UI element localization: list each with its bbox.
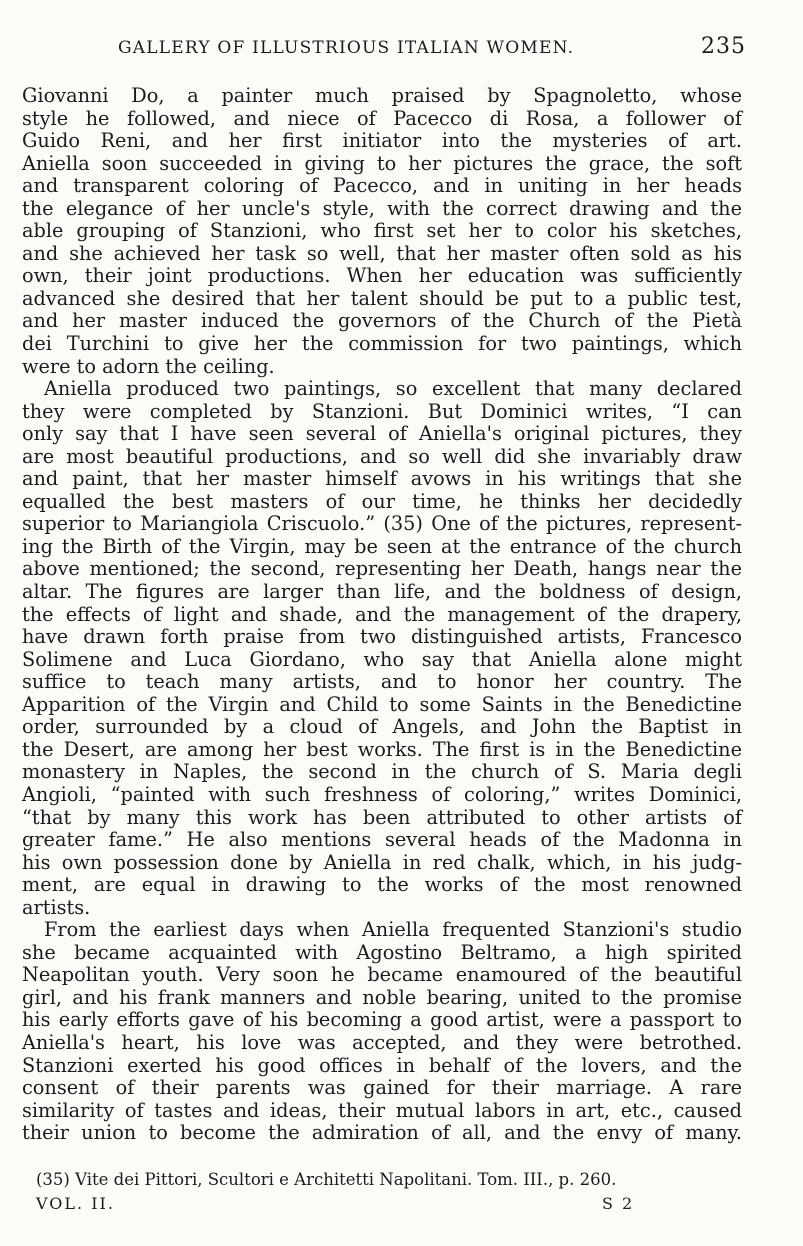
text-line-paragraph-start: Aniella produced two paintings, so excellent that many declared [44,377,742,401]
text-line: Angioli, “painted with such freshness of coloring,” writes Dominici, [22,782,742,806]
text-line: consent of their parents was gained for their marriage. A rare [22,1076,742,1100]
text-line: ing the Birth of the Virgin, may be seen at the entrance of the church [22,534,742,558]
text-line: style he followed, and niece of Pacecco di Rosa, a follower of [22,106,742,130]
text-line: Aniella soon succeeded in giving to her pictures the grace, the soft [22,151,742,175]
text-line-paragraph-end: artists. [22,895,91,919]
text-line: his early efforts gave of his becoming a good artist, were a passport to [22,1008,742,1032]
text-line: Aniella's heart, his love was accepted, and they were betrothed. [22,1030,742,1054]
text-line-paragraph-start: From the earliest days when Aniella frequented Stanzioni's studio [44,918,742,942]
page-number: 235 [701,34,746,59]
text-line: have drawn forth praise from two distinguished artists, Francesco [22,625,742,649]
running-header [118,34,746,64]
text-line: above mentioned; the second, representing her Death, hangs near the [22,557,742,581]
text-line: advanced she desired that her talent should be put to a public test, [22,286,742,310]
text-line: monastery in Naples, the second in the church of S. Maria degli [22,760,742,784]
text-line: and she achieved her task so well, that her master often sold as his [22,241,742,265]
text-line: Guido Reni, and her first initiator into the mysteries of art. [22,129,742,153]
text-line: she became acquainted with Agostino Beltramo, a high spirited [22,940,742,964]
text-line: and her master induced the governors of the Church of the Pietà [22,309,742,333]
text-line: equalled the best masters of our time, he thinks her decidedly [22,489,742,513]
text-line: the Desert, are among her best works. The first is in the Benedictine [22,737,742,761]
text-line: “that by many this work has been attributed to other artists of [22,805,742,829]
text-line: only say that I have seen several of Aniella's original pictures, they [22,422,742,446]
text-line: Solimene and Luca Giordano, who say that Aniella alone might [22,647,742,671]
signature-row [36,1194,636,1214]
text-line: the effects of light and shade, and the management of the drapery, [22,602,742,626]
text-line: own, their joint productions. When her education was sufficiently [22,264,742,288]
text-line-paragraph-end: were to adorn the ceiling. [22,354,275,378]
text-line: their union to become the admiration of all, and the envy of many. [22,1121,742,1145]
text-line: order, surrounded by a cloud of Angels, and John the Baptist in [22,715,742,739]
signature-mark: S 2 [602,1194,635,1213]
text-line: and transparent coloring of Pacecco, and in uniting in her heads [22,174,742,198]
volume-mark: VOL. II. [36,1194,115,1213]
body-text [22,85,742,1145]
text-line: superior to Mariangiola Criscuolo.” (35) One of the pictures, represent- [22,512,742,536]
text-line: altar. The figures are larger than life, and the boldness of design, [22,580,742,604]
running-title: GALLERY OF ILLUSTRIOUS ITALIAN WOMEN. [118,38,575,58]
text-line: the elegance of her uncle's style, with the correct drawing and the [22,196,742,220]
text-line: dei Turchini to give her the commission for two paintings, which [22,332,742,356]
text-line: Neapolitan youth. Very soon he became enamoured of the beautiful [22,963,742,987]
text-line: they were completed by Stanzioni. But Dominici writes, “I can [22,399,742,423]
text-line: greater fame.” He also mentions several heads of the Madonna in [22,828,742,852]
text-line: are most beautiful productions, and so well did she invariably draw [22,444,742,468]
text-line: Stanzioni exerted his good offices in behalf of the lovers, and the [22,1053,742,1077]
text-line: Apparition of the Virgin and Child to some Saints in the Benedictine [22,692,742,716]
text-line: and paint, that her master himself avows in his writings that she [22,467,742,491]
text-line: his own possession done by Aniella in red chalk, which, in his judg- [22,850,742,874]
text-line: girl, and his frank manners and noble bearing, united to the promise [22,985,742,1009]
text-line: suffice to teach many artists, and to honor her country. The [22,670,742,694]
text-line: able grouping of Stanzioni, who first set her to color his sketches, [22,219,742,243]
text-line: Giovanni Do, a painter much praised by Spagnoletto, whose [22,84,742,107]
text-line: similarity of tastes and ideas, their mutual labors in art, etc., caused [22,1098,742,1122]
footnote: (35) Vite dei Pittori, Scultori e Architetti Napolitani. Tom. III., p. 260. [36,1170,617,1189]
text-line: ment, are equal in drawing to the works of the most renowned [22,873,742,897]
